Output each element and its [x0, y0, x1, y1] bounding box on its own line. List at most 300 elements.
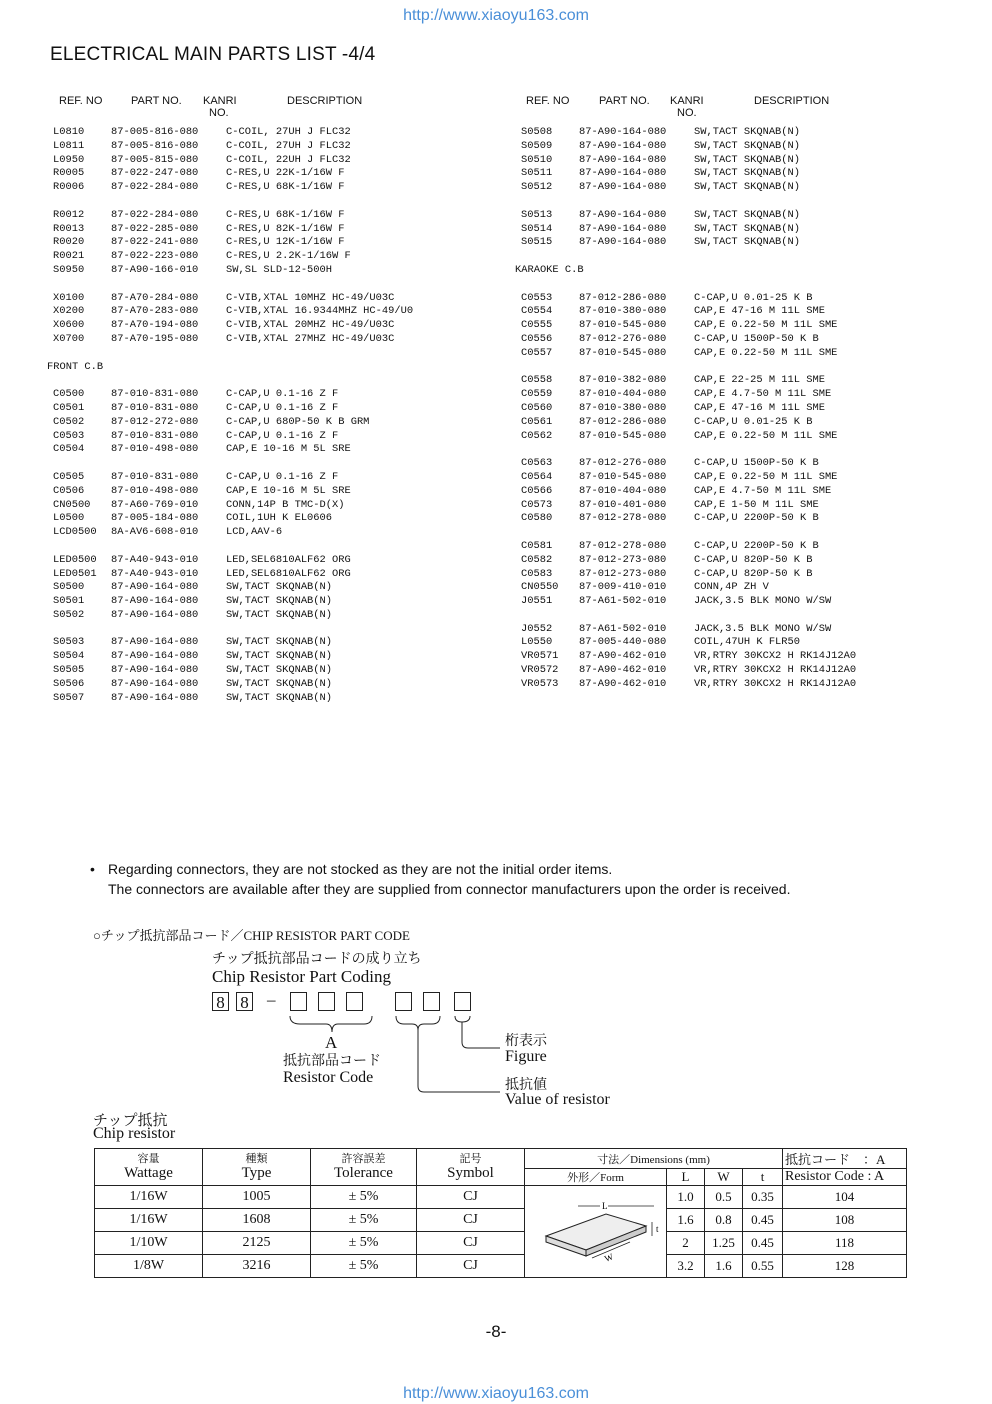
dim-t: 0.55 — [743, 1255, 783, 1278]
figure-jp: 桁表示 — [505, 1034, 547, 1049]
description: C-CAP,U 0.01-25 K B — [694, 415, 813, 428]
part-no: 87-012-286-080 — [579, 415, 667, 428]
symbol: CJ — [417, 1186, 525, 1209]
ref-no: S0510 — [521, 153, 553, 166]
part-no: 87-022-241-080 — [111, 236, 199, 249]
description: C-VIB,XTAL 10MHZ HC-49/U03C — [226, 291, 395, 304]
chip-resistor-jp: チップ抵抗 — [93, 1113, 168, 1129]
chip-spec-table — [94, 1148, 907, 1278]
part-row — [47, 512, 487, 526]
part-row — [47, 388, 487, 402]
ref-no: C0558 — [521, 374, 553, 387]
part-row — [515, 595, 955, 609]
part-no: 8A-AV6-608-010 — [111, 526, 199, 539]
description: CAP,E 4.7-50 M 11L SME — [694, 388, 832, 401]
part-no: 87-012-286-080 — [579, 291, 667, 304]
part-no: 87-022-285-080 — [111, 222, 199, 235]
description: SW,TACT SKQNAB(N) — [694, 236, 801, 249]
description: JACK,3.5 BLK MONO W/SW — [694, 622, 832, 635]
part-no: 87-010-404-080 — [579, 388, 667, 401]
spec-row — [95, 1186, 907, 1209]
th-symbol: 記号 Symbol — [417, 1149, 525, 1186]
part-no: 87-010-380-080 — [579, 401, 667, 414]
chip-heading: ○チップ抵抗部品コード／CHIP RESISTOR PART CODE — [93, 928, 410, 943]
ref-no: S0513 — [521, 208, 553, 221]
part-row — [47, 526, 487, 540]
col-kanri-no-right: NO. — [677, 107, 697, 119]
part-no: 87-A90-164-080 — [579, 167, 667, 180]
col-part-left: PART NO. — [131, 95, 182, 107]
part-no: 87-A90-164-080 — [111, 595, 199, 608]
code-box-figure — [454, 992, 471, 1011]
dim-l: 2 — [667, 1232, 705, 1255]
parts-list-right — [515, 126, 955, 692]
part-no: 87-A60-769-010 — [111, 498, 199, 511]
part-row — [47, 181, 487, 195]
dim-t: 0.45 — [743, 1209, 783, 1232]
part-no: 87-012-272-080 — [111, 415, 199, 428]
ref-no: X0700 — [53, 332, 85, 345]
ref-no: S0505 — [53, 664, 85, 677]
ref-no: C0559 — [521, 388, 553, 401]
description: CONN,4P ZH V — [694, 581, 769, 594]
part-row — [47, 485, 487, 499]
part-no: 87-A90-164-080 — [579, 208, 667, 221]
ref-no: C0563 — [521, 457, 553, 470]
ref-no: C0581 — [521, 539, 553, 552]
th-w: W — [705, 1169, 743, 1186]
part-no: 87-A90-164-080 — [111, 608, 199, 621]
resistor-code: 118 — [783, 1232, 907, 1255]
col-kanri-right: KANRI — [670, 95, 704, 107]
type: 1005 — [203, 1186, 311, 1209]
diagram-w-label: W — [602, 1251, 615, 1264]
description: VR,RTRY 30KCX2 H RK14J12A0 — [694, 677, 857, 690]
ref-no: C0557 — [521, 346, 553, 359]
th-wattage: 容量 Wattage — [95, 1149, 203, 1186]
part-no: 87-010-831-080 — [111, 388, 199, 401]
description: CAP,E 4.7-50 M 11L SME — [694, 484, 832, 497]
ref-no: R0005 — [53, 167, 85, 180]
part-no: 87-A70-195-080 — [111, 332, 199, 345]
description: SW,TACT SKQNAB(N) — [226, 608, 333, 621]
ref-no: S0515 — [521, 236, 553, 249]
part-row — [515, 305, 955, 319]
ref-no: C0500 — [53, 388, 85, 401]
part-no: 87-009-410-010 — [579, 581, 667, 594]
dim-w: 1.25 — [705, 1232, 743, 1255]
ref-no: C0561 — [521, 415, 553, 428]
ref-no: S0511 — [521, 167, 553, 180]
part-no: 87-A90-166-010 — [111, 263, 199, 276]
ref-no: C0566 — [521, 484, 553, 497]
note-bullet: • — [90, 861, 95, 877]
code-dash: – — [267, 990, 276, 1009]
wattage: 1/16W — [95, 1209, 203, 1232]
part-row — [515, 236, 955, 250]
part-no: 87-A90-164-080 — [111, 691, 199, 704]
part-row — [47, 609, 487, 623]
part-no: 87-A40-943-010 — [111, 553, 199, 566]
dim-t: 0.35 — [743, 1186, 783, 1209]
part-row — [47, 581, 487, 595]
col-kanri-left: KANRI — [203, 95, 237, 107]
description: C-RES,U 68K-1/16W F — [226, 208, 345, 221]
coding-jp: チップ抵抗部品コードの成り立ち — [212, 952, 422, 967]
dim-t: 0.45 — [743, 1232, 783, 1255]
description: C-RES,U 68K-1/16W F — [226, 181, 345, 194]
part-row — [47, 471, 487, 485]
part-row — [515, 126, 955, 140]
digit-box-2: 8 — [236, 992, 253, 1011]
wattage: 1/10W — [95, 1232, 203, 1255]
part-no: 87-010-498-080 — [111, 443, 199, 456]
chip-resistor-en: Chip resistor — [93, 1125, 176, 1142]
part-row — [515, 154, 955, 168]
description: SW,TACT SKQNAB(N) — [694, 126, 801, 138]
description: C-CAP,U 0.1-16 Z F — [226, 429, 339, 442]
part-row — [47, 209, 487, 223]
ref-no: LED0501 — [53, 567, 97, 580]
ref-no: S0506 — [53, 677, 85, 690]
diagram-l-label: L — [601, 1201, 607, 1211]
description: CAP,E 47-16 M 11L SME — [694, 305, 825, 318]
description: C-VIB,XTAL 20MHZ HC-49/U03C — [226, 319, 395, 332]
part-row — [515, 167, 955, 181]
ref-no: S0950 — [53, 263, 85, 276]
part-row — [515, 623, 955, 637]
ref-no: VR0571 — [521, 650, 559, 663]
description: SW,TACT SKQNAB(N) — [226, 650, 333, 663]
th-resistor-code-en: Resistor Code : A — [783, 1169, 907, 1186]
part-no: 87-010-545-080 — [579, 346, 667, 359]
page-title: ELECTRICAL MAIN PARTS LIST -4/4 — [50, 44, 376, 65]
description: SW,TACT SKQNAB(N) — [694, 181, 801, 194]
description: CONN,14P B TMC-D(X) — [226, 498, 345, 511]
part-no: 87-A90-164-080 — [111, 636, 199, 649]
part-no: 87-022-223-080 — [111, 250, 199, 263]
description: VR,RTRY 30KCX2 H RK14J12A0 — [694, 664, 857, 677]
ref-no: S0502 — [53, 608, 85, 621]
description: C-CAP,U 1500P-50 K B — [694, 332, 819, 345]
th-dimensions: 寸法／Dimensions (mm) — [525, 1149, 783, 1169]
th-tolerance: 許容誤差 Tolerance — [311, 1149, 417, 1186]
section-heading: KARAOKE C.B — [515, 263, 584, 276]
part-no: 87-A90-164-080 — [111, 664, 199, 677]
description: C-COIL, 27UH J FLC32 — [226, 126, 351, 138]
ref-no: S0514 — [521, 222, 553, 235]
part-no: 87-005-440-080 — [579, 636, 667, 649]
part-no: 87-A90-164-080 — [111, 677, 199, 690]
description: C-RES,U 12K-1/16W F — [226, 236, 345, 249]
spec-row — [95, 1232, 907, 1255]
part-no: 87-A90-164-080 — [111, 581, 199, 594]
tolerance: ± 5% — [311, 1186, 417, 1209]
part-row — [515, 664, 955, 678]
description: C-CAP,U 0.01-25 K B — [694, 291, 813, 304]
description: C-VIB,XTAL 16.9344MHZ HC-49/U0 — [226, 305, 414, 318]
resistor-code: 108 — [783, 1209, 907, 1232]
type: 1608 — [203, 1209, 311, 1232]
ref-no: R0013 — [53, 222, 85, 235]
part-row — [515, 471, 955, 485]
part-no: 87-010-498-080 — [111, 484, 199, 497]
ref-no: C0505 — [53, 470, 85, 483]
tolerance: ± 5% — [311, 1255, 417, 1278]
part-row — [515, 333, 955, 347]
th-type: 種類 Type — [203, 1149, 311, 1186]
note-line-2: The connectors are available after they are supplied from connector manufacturers upon the order is received. — [108, 881, 791, 897]
part-no: 87-005-816-080 — [111, 126, 199, 138]
part-no: 87-012-273-080 — [579, 553, 667, 566]
part-row — [515, 581, 955, 595]
dim-w: 0.8 — [705, 1209, 743, 1232]
digit-box-1: 8 — [212, 992, 229, 1011]
description: C-RES,U 22K-1/16W F — [226, 167, 345, 180]
col-ref-right: REF. NO — [526, 95, 570, 107]
description: COIL,47UH K FLR50 — [694, 636, 801, 649]
part-row — [47, 568, 487, 582]
ref-no: X0100 — [53, 291, 85, 304]
ref-no: S0501 — [53, 595, 85, 608]
col-ref-left: REF. NO — [59, 95, 103, 107]
ref-no: J0551 — [521, 595, 553, 608]
ref-no: S0509 — [521, 139, 553, 152]
part-no: 87-012-276-080 — [579, 457, 667, 470]
symbol: CJ — [417, 1255, 525, 1278]
part-no: 87-A70-283-080 — [111, 305, 199, 318]
description: VR,RTRY 30KCX2 H RK14J12A0 — [694, 650, 857, 663]
part-row — [47, 319, 487, 333]
part-no: 87-010-831-080 — [111, 401, 199, 414]
part-row — [515, 388, 955, 402]
figure-en: Figure — [505, 1048, 547, 1065]
part-no: 87-A90-164-080 — [111, 650, 199, 663]
part-row — [47, 416, 487, 430]
description: LED,SEL6810ALF62 ORG — [226, 553, 351, 566]
description: SW,TACT SKQNAB(N) — [226, 581, 333, 594]
dim-l: 1.6 — [667, 1209, 705, 1232]
dim-l: 3.2 — [667, 1255, 705, 1278]
ref-no: S0504 — [53, 650, 85, 663]
ref-no: J0552 — [521, 622, 553, 635]
part-row — [515, 347, 955, 361]
part-row — [47, 250, 487, 264]
ref-no: C0580 — [521, 512, 553, 525]
description: CAP,E 10-16 M 5L SRE — [226, 484, 351, 497]
part-row — [515, 540, 955, 554]
th-resistor-code-jp: 抵抗コード ：A — [783, 1149, 907, 1169]
type: 3216 — [203, 1255, 311, 1278]
description: SW,TACT SKQNAB(N) — [694, 208, 801, 221]
note-line-1: Regarding connectors, they are not stocked as they are not the initial order items. — [108, 861, 613, 877]
description: SW,TACT SKQNAB(N) — [226, 595, 333, 608]
dim-l: 1.0 — [667, 1186, 705, 1209]
resistor-code-jp: 抵抗部品コード — [283, 1054, 381, 1069]
part-no: 87-010-831-080 — [111, 470, 199, 483]
part-row — [515, 457, 955, 471]
part-no: 87-022-284-080 — [111, 181, 199, 194]
description: C-CAP,U 820P-50 K B — [694, 553, 813, 566]
resistor-code: 128 — [783, 1255, 907, 1278]
coding-en: Chip Resistor Part Coding — [212, 967, 391, 986]
description: CAP,E 0.22-50 M 11L SME — [694, 429, 838, 442]
part-no: 87-012-278-080 — [579, 539, 667, 552]
dim-w: 1.6 — [705, 1255, 743, 1278]
part-row — [47, 167, 487, 181]
header-url[interactable]: http://www.xiaoyu163.com — [403, 7, 589, 24]
part-row — [47, 692, 487, 706]
description: SW,TACT SKQNAB(N) — [226, 677, 333, 690]
label-a: A — [325, 1033, 338, 1052]
part-row — [47, 664, 487, 678]
part-row — [515, 678, 955, 692]
part-row — [515, 181, 955, 195]
part-no: 87-A90-164-080 — [579, 181, 667, 194]
spec-row — [95, 1255, 907, 1278]
tolerance: ± 5% — [311, 1232, 417, 1255]
th-t: t — [743, 1169, 783, 1186]
part-row — [47, 236, 487, 250]
description: C-RES,U 2.2K-1/16W F — [226, 250, 351, 263]
footer-url[interactable]: http://www.xiaoyu163.com — [403, 1385, 589, 1402]
ref-no: S0503 — [53, 636, 85, 649]
wattage: 1/8W — [95, 1255, 203, 1278]
form-diagram-cell — [525, 1186, 667, 1278]
page-number: -8- — [485, 1322, 507, 1341]
code-box-a3 — [346, 992, 363, 1011]
part-row — [47, 430, 487, 444]
ref-no: C0562 — [521, 429, 553, 442]
value-en: Value of resistor — [505, 1091, 610, 1108]
part-row — [47, 595, 487, 609]
ref-no: L0500 — [53, 512, 85, 525]
description: SW,TACT SKQNAB(N) — [694, 139, 801, 152]
part-no: 87-A90-164-080 — [579, 222, 667, 235]
description: SW,TACT SKQNAB(N) — [694, 167, 801, 180]
ref-no: LED0500 — [53, 553, 97, 566]
ref-no: C0573 — [521, 498, 553, 511]
part-row — [47, 223, 487, 237]
part-row — [47, 154, 487, 168]
part-row — [47, 402, 487, 416]
ref-no: CN0550 — [521, 581, 559, 594]
description: CAP,E 1-50 M 11L SME — [694, 498, 819, 511]
part-row — [515, 374, 955, 388]
ref-no: R0020 — [53, 236, 85, 249]
col-kanri-no-left: NO. — [209, 107, 229, 119]
part-row — [515, 209, 955, 223]
part-no: 87-005-184-080 — [111, 512, 199, 525]
wattage: 1/16W — [95, 1186, 203, 1209]
part-row — [47, 499, 487, 513]
part-no: 87-022-284-080 — [111, 208, 199, 221]
part-no: 87-012-273-080 — [579, 567, 667, 580]
part-row — [515, 650, 955, 664]
part-no: 87-A90-462-010 — [579, 664, 667, 677]
ref-no: L0810 — [53, 126, 85, 138]
chip-form-diagram — [526, 1186, 666, 1272]
code-box-v2 — [423, 992, 440, 1011]
ref-no: R0012 — [53, 208, 85, 221]
ref-no: L0950 — [53, 153, 85, 166]
spec-row — [95, 1209, 907, 1232]
ref-no: C0553 — [521, 291, 553, 304]
part-no: 87-010-545-080 — [579, 429, 667, 442]
part-no: 87-010-382-080 — [579, 374, 667, 387]
part-row — [47, 636, 487, 650]
symbol: CJ — [417, 1209, 525, 1232]
part-row — [515, 512, 955, 526]
ref-no: S0500 — [53, 581, 85, 594]
ref-no: C0506 — [53, 484, 85, 497]
description: LED,SEL6810ALF62 ORG — [226, 567, 351, 580]
part-row — [47, 292, 487, 306]
ref-no: C0560 — [521, 401, 553, 414]
description: SW,TACT SKQNAB(N) — [694, 153, 801, 166]
description: C-COIL, 22UH J FLC32 — [226, 153, 351, 166]
description: C-CAP,U 0.1-16 Z F — [226, 401, 339, 414]
part-no: 87-A70-194-080 — [111, 319, 199, 332]
description: C-VIB,XTAL 27MHZ HC-49/U03C — [226, 332, 395, 345]
description: SW,TACT SKQNAB(N) — [226, 691, 333, 704]
description: CAP,E 22-25 M 11L SME — [694, 374, 825, 387]
description: C-CAP,U 2200P-50 K B — [694, 539, 819, 552]
part-row — [515, 568, 955, 582]
part-row — [515, 636, 955, 650]
ref-no: R0006 — [53, 181, 85, 194]
section-heading: FRONT C.B — [47, 360, 104, 373]
th-l: L — [667, 1169, 705, 1186]
ref-no: CN0500 — [53, 498, 91, 511]
ref-no: C0501 — [53, 401, 85, 414]
part-no: 87-005-815-080 — [111, 153, 199, 166]
description: C-CAP,U 0.1-16 Z F — [226, 470, 339, 483]
ref-no: S0507 — [53, 691, 85, 704]
description: CAP,E 47-16 M 11L SME — [694, 401, 825, 414]
part-row — [515, 319, 955, 333]
th-form: 外形／Form — [525, 1169, 667, 1186]
symbol: CJ — [417, 1232, 525, 1255]
part-no: 87-010-545-080 — [579, 470, 667, 483]
code-box-v1 — [395, 992, 412, 1011]
ref-no: C0555 — [521, 319, 553, 332]
part-no: 87-022-247-080 — [111, 167, 199, 180]
part-no: 87-A90-164-080 — [579, 139, 667, 152]
description: SW,SL SLD-12-500H — [226, 263, 333, 276]
part-row — [515, 554, 955, 568]
description: C-RES,U 82K-1/16W F — [226, 222, 345, 235]
part-row — [47, 650, 487, 664]
col-desc-right: DESCRIPTION — [754, 95, 830, 107]
ref-no: C0554 — [521, 305, 553, 318]
part-row — [47, 678, 487, 692]
part-no: 87-A90-164-080 — [579, 153, 667, 166]
part-no: 87-010-831-080 — [111, 429, 199, 442]
ref-no: C0564 — [521, 470, 553, 483]
part-no: 87-A90-164-080 — [579, 236, 667, 249]
part-row — [47, 443, 487, 457]
part-row — [47, 264, 487, 278]
part-no: 87-A90-462-010 — [579, 677, 667, 690]
description: C-CAP,U 680P-50 K B GRM — [226, 415, 370, 428]
col-part-right: PART NO. — [599, 95, 650, 107]
part-no: 87-005-816-080 — [111, 139, 199, 152]
ref-no: L0811 — [53, 139, 85, 152]
tolerance: ± 5% — [311, 1209, 417, 1232]
ref-no: L0550 — [521, 636, 553, 649]
part-no: 87-010-401-080 — [579, 498, 667, 511]
